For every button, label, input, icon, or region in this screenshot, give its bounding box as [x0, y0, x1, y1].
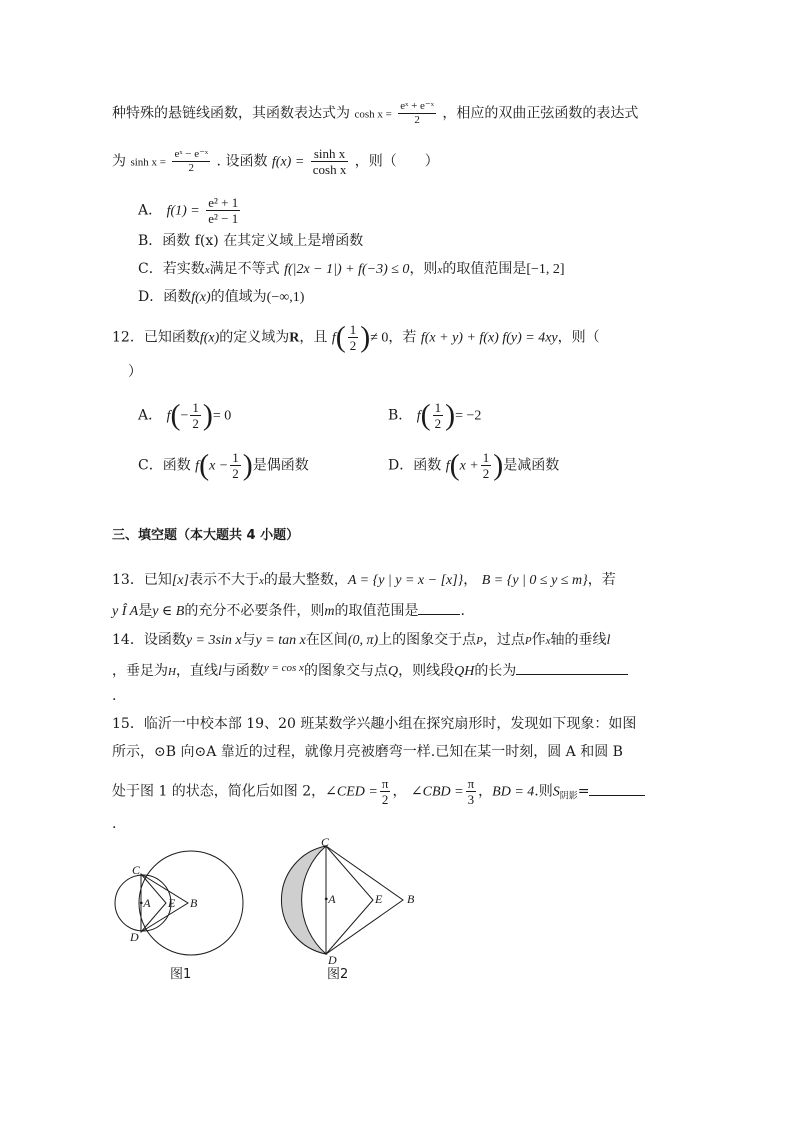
point-H: H: [168, 666, 176, 678]
pi-over-2: [380, 776, 391, 807]
fx: f(x): [199, 330, 220, 346]
point-Q: Q: [387, 664, 399, 679]
p12-text: 的定义域为: [219, 329, 290, 346]
triangle-CBD: [326, 846, 403, 954]
p13-cond-a: y Î A: [112, 604, 139, 619]
half-den: 2: [232, 466, 239, 481]
option-c-tail: 是偶函数: [252, 457, 309, 474]
label-E: E: [168, 896, 176, 910]
p11-text: 种特殊的悬链线函数，其函数表达式为: [112, 105, 350, 122]
pi: π: [467, 776, 475, 791]
angle-CBD: ∠CBD =: [410, 784, 464, 800]
answer-blank[interactable]: [589, 781, 645, 796]
option-c-text: 满足不等式: [209, 261, 280, 277]
half-den: 2: [192, 416, 199, 431]
p13-text: ，若: [587, 572, 616, 588]
option-d-tail: 是减函数: [503, 457, 560, 474]
option-a-fraction: [206, 195, 240, 226]
option-c-range: [−1, 2]: [526, 262, 565, 277]
half-num: 1: [434, 400, 442, 415]
paren: ): [202, 398, 213, 432]
half-fraction: [348, 322, 359, 353]
p13-line1: [112, 570, 616, 591]
section-heading: [112, 526, 299, 546]
p11-option-d: [138, 287, 304, 308]
floor-x: [x]: [171, 573, 189, 588]
label-D: D: [130, 930, 139, 944]
label-C: C: [132, 863, 141, 877]
option-c-text: ，则: [409, 261, 438, 277]
caption-text: 图1: [170, 967, 192, 982]
func-tanx: y = tan x: [255, 633, 306, 648]
p12-stem-line1: [112, 322, 600, 353]
p11-option-a: [138, 195, 242, 226]
half-den: 2: [434, 416, 442, 431]
p12-equation: f(x + y) + f(x) f(y) = 4xy: [420, 330, 558, 346]
set-B: B = {y | 0 ≤ y ≤ m}: [481, 573, 588, 588]
p14-line1: [112, 630, 610, 651]
equals: =: [577, 783, 590, 800]
p11-text: ，相应的双曲正弦函数的表达式: [442, 105, 639, 122]
option-c-text: C．若实数: [138, 261, 205, 277]
set-R: R: [289, 330, 300, 346]
cosh-den: 2: [414, 114, 420, 126]
f: f: [166, 408, 171, 424]
p15-line1: [112, 714, 636, 734]
label-B: B: [407, 892, 415, 906]
point-P: P: [476, 635, 483, 647]
option-a-value: = 0: [212, 408, 232, 424]
option-a-num: e² + 1: [208, 195, 239, 210]
p11-option-c: [138, 259, 565, 280]
p12-stem-line2: [128, 362, 142, 382]
label-B: B: [190, 896, 198, 910]
option-d-text: 的值域为: [210, 289, 267, 305]
p14-text: 14．设函数: [112, 632, 186, 648]
p15-text: 处于图 1 的状态，简化后如图 2，: [112, 783, 326, 800]
option-a-den: e² − 1: [208, 211, 239, 226]
caption-text: 图2: [327, 967, 349, 982]
half-den: 2: [349, 338, 357, 353]
p14-text: ，直线: [175, 663, 218, 679]
p15-line4: [112, 814, 116, 834]
fx-fraction: [311, 146, 349, 177]
p11-intro-line1: [112, 100, 638, 127]
option-b-value: = −2: [455, 408, 482, 424]
label-E: E: [375, 892, 383, 906]
sinh-den: 2: [188, 162, 195, 174]
p12-text: ，若: [388, 329, 417, 346]
func-3sinx: y = 3sin x: [185, 633, 242, 648]
area-sub: 阴影: [559, 791, 578, 802]
half-num: 1: [192, 400, 199, 415]
half-num: 1: [349, 322, 357, 337]
option-d-text: D．函数: [388, 457, 442, 474]
p12-text: ，且: [299, 329, 328, 346]
p14-text: 的长为: [474, 663, 517, 679]
bd-length: BD = 4: [492, 784, 535, 800]
p12-option-d: [388, 450, 559, 481]
option-d-range: (−∞,1): [266, 290, 305, 305]
p14-text: 的图象交与点: [303, 663, 388, 679]
p14-text: ，垂足为: [112, 663, 168, 679]
figure-1-caption: [170, 963, 191, 982]
option-label: A．: [138, 202, 163, 219]
p15-text: .则: [534, 783, 553, 800]
p14-line3: [112, 686, 116, 706]
fx: f(x): [191, 290, 211, 305]
p13-text: 是: [138, 603, 153, 619]
sinh-lhs: sinh x =: [130, 156, 166, 169]
p12-text: 12．已知函数: [112, 329, 200, 346]
half-num: 1: [482, 450, 490, 465]
func-cosx: y = cos x: [263, 662, 304, 674]
p12-text: ，则（: [557, 329, 600, 346]
paren: ): [242, 448, 253, 482]
area-S: S: [552, 784, 560, 800]
paren: (: [449, 448, 460, 482]
half-fraction: [433, 400, 444, 431]
p13-cond-b: y ∈ B: [152, 604, 185, 619]
label-A: •A: [139, 896, 151, 910]
point-P: P: [524, 635, 532, 647]
p13-end: .: [460, 603, 465, 619]
label-A: •A: [324, 892, 336, 906]
figure-2-caption: [327, 963, 348, 982]
p15-text: 所示，⊙B 向⊙A 靠近的过程，就像月亮被磨弯一样.已知在某一时刻，圆 A 和圆 B: [112, 744, 623, 760]
segment-QH: QH: [454, 664, 475, 679]
var-x: x: [258, 575, 264, 587]
p12-cond: ≠ 0: [370, 330, 389, 346]
half-fraction: [190, 400, 201, 431]
two: 2: [381, 792, 389, 807]
half-fraction: [481, 450, 492, 481]
line-l: l: [217, 664, 222, 679]
pi-over-3: [466, 776, 477, 807]
f: f: [331, 330, 336, 346]
p15-text: 15．临沂一中校本部 19、20 班某数学兴趣小组在探究扇形时，发现如下现象：如图: [112, 716, 637, 732]
p15-line2: [112, 742, 623, 762]
p14-text: 轴的垂线: [550, 632, 607, 648]
p12-text: ）: [128, 364, 142, 380]
f: f: [445, 458, 450, 474]
option-c-text: C．函数: [138, 457, 191, 474]
sinh-fraction: [172, 148, 210, 175]
p14-text: 作: [531, 632, 546, 648]
p12-option-c: [138, 450, 309, 481]
p13-text: 的最大整数，: [263, 572, 348, 588]
paren: (: [199, 448, 210, 482]
option-c-inequality: f(|2x − 1|) + f(−3) ≤ 0: [284, 262, 410, 277]
line-l: l: [606, 633, 611, 648]
label-D: D: [328, 953, 337, 966]
f: f: [195, 458, 200, 474]
option-label: B．: [388, 407, 413, 424]
p13-text: 表示不大于: [188, 572, 259, 588]
figure-2: [268, 836, 428, 966]
fx-num: sinh x: [311, 146, 349, 162]
sinh-num: eˣ − e⁻ˣ: [174, 148, 209, 160]
var-x: x: [545, 635, 551, 647]
paren: (: [420, 398, 431, 432]
paren: ): [445, 398, 456, 432]
three: 3: [467, 792, 475, 807]
p11-text: . 设函数: [216, 153, 268, 170]
p11-intro-line2: [112, 146, 439, 177]
cosh-fraction: [398, 100, 436, 127]
paren: ): [360, 320, 371, 354]
option-b-text: B．函数 f(x) 在其定义域上是增函数: [138, 233, 364, 249]
option-c-inner: x −: [209, 458, 229, 474]
fx-lhs: f(x) =: [271, 154, 305, 170]
paren: ): [493, 448, 504, 482]
label-C: C: [321, 836, 330, 849]
option-c-text: 的取值范围是: [442, 261, 527, 277]
half-num: 1: [232, 450, 239, 465]
paren: (: [335, 320, 346, 354]
p14-text: 在区间: [305, 632, 348, 648]
option-d-inner: x +: [459, 458, 479, 474]
p11-text: 为: [112, 153, 126, 170]
p15-end: .: [112, 816, 117, 832]
cosh-lhs: cosh x =: [354, 108, 392, 121]
option-a-lhs: f(1) =: [166, 203, 200, 219]
p11-option-b: [138, 231, 363, 251]
answer-blank[interactable]: [516, 660, 628, 675]
figure-1: [108, 840, 248, 970]
half-den: 2: [482, 466, 490, 481]
paren: (: [170, 398, 181, 432]
option-label: A．: [138, 407, 163, 424]
p13-text: 13．已知: [112, 572, 172, 588]
var-x: x: [437, 264, 443, 276]
p14-end: .: [112, 688, 117, 704]
var-x: x: [204, 264, 210, 276]
half-fraction: [230, 450, 241, 481]
p13-text: 的取值范围是: [334, 603, 419, 619]
p14-text: ，则线段: [398, 663, 455, 679]
shaded-crescent: [281, 846, 326, 954]
f: f: [416, 408, 421, 424]
p14-text: ，过点: [482, 632, 525, 648]
p14-text: 与: [241, 632, 256, 648]
interval: (0, π): [347, 633, 379, 648]
p14-line2: [112, 658, 628, 682]
fx-den: cosh x: [312, 162, 347, 177]
p15-line3: 处于图 1 的状态，简化后如图 2，∠CED = $\frac{\pi}{2}$ ， ∠CBD = $\frac{\pi}{3}$ ，BD = 4.则$S_{阴影}=$: [112, 776, 645, 807]
p13-line2: [112, 600, 465, 622]
var-m: m: [324, 604, 335, 619]
option-d-text: D．函数: [138, 289, 192, 305]
section-title: 三、填空题（本大题共 4 小题）: [112, 528, 300, 543]
p13-text: ，: [463, 572, 478, 588]
pi: π: [381, 776, 389, 791]
p11-text: ，则（ ）: [354, 153, 439, 170]
answer-blank[interactable]: [418, 600, 460, 615]
p14-text: 与函数: [221, 663, 264, 679]
minus: −: [180, 408, 189, 424]
p12-option-b: [388, 400, 481, 431]
p14-text: 上的图象交于点: [378, 632, 477, 648]
set-A: A = {y | y = x − [x]}: [347, 573, 464, 588]
angle-CED: ∠CED =: [325, 784, 378, 800]
cosh-num: eˣ + e⁻ˣ: [400, 100, 434, 112]
p12-option-a: [138, 400, 231, 431]
p13-text: 的充分不必要条件，则: [184, 603, 325, 619]
